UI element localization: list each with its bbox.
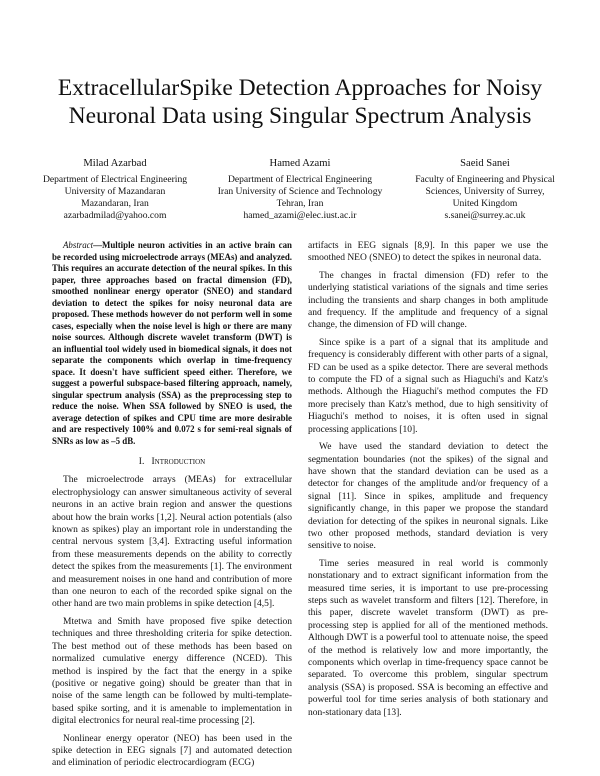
section-heading — [52, 456, 292, 468]
body-paragraph: Nonlinear energy operator (NEO) has been used in the spike detection in EEG signals [7] and automated detection and elimination of periodic electrocardiogram (ECG) — [52, 733, 292, 769]
author-email: azarbadmilad@yahoo.com — [63, 210, 167, 221]
author-affiliation: Department of Electrical Engineering — [42, 174, 188, 185]
author-email: s.sanei@surrey.ac.uk — [444, 210, 526, 221]
author-location: United Kingdom — [452, 198, 518, 209]
author-affiliation: Department of Electrical Engineering — [227, 174, 373, 185]
body-paragraph: Time series measured in real world is commonly nonstationary and to extract significant information from the measured time series, it is important to use pre-processing steps such as wavelet transform and filters [12]. Therefore, in this paper, discrete wavelet transform (DWT) as pre-processing step is applied for all of the mentioned methods. Although DWT is a powerful tool to attenuate noise, the speed of the method is relatively low and more importantly, the components which overlap in time-frequency space cannot be separated. To overcome this problem, singular spectrum analysis (SSA) is proposed. SSA is becoming an effective and powerful tool for time series analysis of both stationary and non-stationary data [13]. — [308, 558, 548, 718]
author-name: Hamed Azami — [269, 158, 331, 169]
abstract-text: —Multiple neuron activities in an active brain can be recorded using microelectrode arrays (MEAs) and analyzed. This requires an accurate detection of the neural spikes. In this paper, three approaches based on fractal dimension (FD), smoothed nonlinear energy operator (SNEO) and standard deviation to detect the spikes for noisy neuronal data are proposed. These methods however do not perform well in some cases, especially when the noise level is high or there are many noise sources. Although discrete wavelet transform (DWT) is an influential tool widely used in biomedical signals, it does not separate the components which overlap in time-frequency space. It doesn't have sufficient speed either. Therefore, we suggest a powerful subspace-based filtering approach, namely, singular spectrum analysis (SSA) as the preprocessing step to reduce the noise. When SSA followed by SNEO is used, the average detection of spikes and CPU time are more desirable and are respectively 100% and 0.072 s for semi-real signals of SNRs as low as –5 dB. — [52, 240, 292, 446]
author-name: Milad Azarbad — [83, 158, 147, 169]
left-column — [52, 240, 292, 770]
author-location: Mazandaran, Iran — [81, 198, 149, 209]
body-paragraph: The microelectrode arrays (MEAs) for extracellular electrophysiology can answer simultaneous activity of several neurons in an active brain region and answer the questions about how the brain works [1,2]. Neural action potentials (also known as spikes) play an important role in understanding the central nervous system [3,4]. Extracting useful information from these measurements depends on the ability to correctly detect the spikes from the measurements [1]. The environment and measurement noises in one hand and contribution of more than one neuron to each of the recorded spike signal on the other hand are two main problems in spike detection [4,5]. — [52, 475, 292, 610]
abstract — [52, 240, 292, 447]
author-block-3 — [400, 158, 570, 222]
author-block-1 — [30, 158, 200, 222]
abstract-label: Abstract — [63, 240, 94, 250]
body-paragraph: We have used the standard deviation to detect the segmentation boundaries (not the spikes) of the signal and have shown that the standard deviation can be used as a detector for changes of the amplitude and/or frequency of a signal [11]. Since in spikes, amplitude and frequency significantly change, in this paper we propose the standard deviation for detecting of the spikes in neuronal signals. Like two other proposed methods, standard deviation is very sensitive to noise. — [308, 442, 548, 552]
author-affiliation: Iran University of Science and Technology — [217, 186, 383, 197]
body-paragraph: Mtetwa and Smith have proposed five spike detection techniques and three thresholding criteria for spike detection. The best method out of these methods has been based on normalized cumulative energy difference (NCED). This method is inspired by the fact that the energy in a spike (positive or negative going) should be greater than that in noise of the same length can be followed by multi-template-based spike sorting, and it is amenable to implementation in digital electronics for neural real-time processing [2]. — [52, 616, 292, 727]
section-number: I. — [138, 457, 145, 467]
right-column — [308, 240, 548, 719]
author-block-2 — [200, 158, 400, 222]
author-affiliation: University of Mazandaran — [64, 186, 166, 197]
section-title: Introduction — [151, 457, 206, 467]
author-affiliation: Sciences, University of Surrey, — [425, 186, 545, 197]
title-line-1: ExtracellularSpike Detection Approaches for Noisy — [57, 75, 543, 101]
author-email: hamed_azami@elec.iust.ac.ir — [243, 210, 357, 221]
body-paragraph: artifacts in EEG signals [8,9]. In this paper we use the smoothed NEO (SNEO) to detect the spikes in neuronal data. — [308, 241, 548, 264]
body-paragraph: The changes in fractal dimension (FD) refer to the underlying statistical variations of the signals and time series including the transients and sharp changes in both amplitude and frequency. If the amplitude and frequency of a signal change, the dimension of FD will change. — [308, 270, 548, 331]
author-location: Tehran, Iran — [276, 198, 324, 209]
title-line-2: Neuronal Data using Singular Spectrum Analysis — [68, 103, 532, 129]
author-name: Saeid Sanei — [460, 158, 510, 169]
paper-title — [40, 74, 560, 130]
author-affiliation: Faculty of Engineering and Physical — [415, 174, 555, 185]
body-paragraph: Since spike is a part of a signal that its amplitude and frequency is considerably different with other parts of a signal, FD can be used as a spike detector. There are several methods to compute the FD of a signal such as Hiaguchi's and Katz's methods. Although the Hiaguchi's method computes the FD more precisely than Katz's method, due to high sensitivity of Hiaguchi's method to noises, it is often used in signal processing applications [10]. — [308, 337, 548, 435]
